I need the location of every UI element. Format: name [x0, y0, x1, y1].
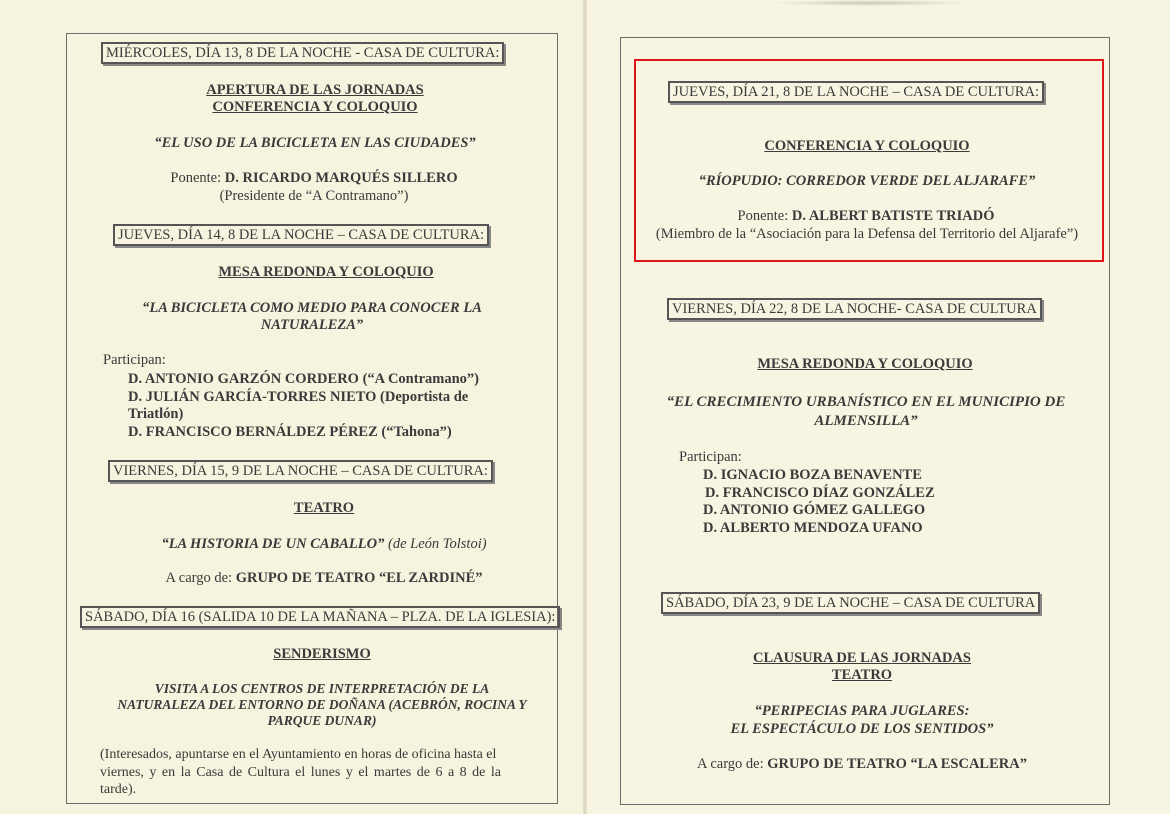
section-opening: APERTURA DE LAS JORNADAS	[206, 82, 424, 98]
speaker-role-21: (Miembro de la “Asociación para la Defensa del Territorio del Aljarafe”)	[655, 226, 1079, 242]
participant-2: D. JULIÁN GARCÍA-TORRES NIETO (Deportista de	[128, 389, 469, 405]
talk-title-urban-growth-1: “EL CRECIMIENTO URBANÍSTICO EN EL MUNICIPIO DE	[666, 394, 1066, 410]
header-thursday-14: JUEVES, DÍA 14, 8 DE LA NOCHE – CASA DE CULTURA:	[113, 224, 489, 246]
speaker-name: D. RICARDO MARQUÉS SILLERO	[224, 170, 458, 186]
section-closing: CLAUSURA DE LAS JORNADAS	[753, 650, 971, 666]
company-name: GRUPO DE TEATRO “EL ZARDINÉ”	[235, 570, 483, 586]
talk-title-bicycle-nature-2: NATURALEZA”	[260, 317, 364, 333]
participants-label: Participan:	[103, 352, 166, 368]
header-friday-22: VIERNES, DÍA 22, 8 DE LA NOCHE- CASA DE CULTURA	[667, 298, 1042, 320]
page-fold	[583, 0, 587, 814]
theatre-author: (de León Tolstoi)	[384, 536, 487, 552]
speaker-name-21: D. ALBERT BATISTE TRIADÓ	[791, 208, 995, 224]
header-thursday-21: JUEVES, DÍA 21, 8 DE LA NOCHE – CASA DE CULTURA:	[668, 81, 1044, 103]
talk-title-riopudio: “RÍOPUDIO: CORREDOR VERDE DEL ALJARAFE”	[698, 173, 1036, 189]
speaker-label: Ponente:	[170, 170, 225, 186]
theatre-title-23-1: “PERIPECIAS PARA JUGLARES:	[754, 703, 970, 719]
theatre-company-line	[165, 569, 482, 587]
section-theatre: TEATRO	[293, 500, 355, 516]
talk-title-bicycle-cities: “EL USO DE LA BICICLETA EN LAS CIUDADES”	[154, 135, 476, 151]
hiking-note-2: viernes, y en la Casa de Cultura el lunes y el martes de 6 a 8 de la	[100, 765, 501, 780]
section-round-table: MESA REDONDA Y COLOQUIO	[218, 264, 434, 280]
participant-3: D. FRANCISCO BERNÁLDEZ PÉREZ (“Tahona”)	[128, 424, 452, 440]
hiking-desc-3: PARQUE DUNAR)	[267, 713, 377, 728]
company-name-23: GRUPO DE TEATRO “LA ESCALERA”	[767, 756, 1027, 772]
participant-1: D. ANTONIO GARZÓN CORDERO (“A Contramano”)	[128, 371, 479, 387]
section-theatre-23: TEATRO	[831, 667, 893, 683]
hiking-desc-2: NATURALEZA DEL ENTORNO DE DOÑANA (ACEBRÓN, ROCINA Y	[117, 697, 527, 712]
section-conference: CONFERENCIA Y COLOQUIO	[212, 99, 418, 115]
hiking-note-3: tarde).	[100, 782, 137, 797]
hiking-desc-1: VISITA A LOS CENTROS DE INTERPRETACIÓN DE LA	[154, 681, 490, 696]
company-label-23: A cargo de:	[697, 756, 768, 772]
speaker-role: (Presidente de “A Contramano”)	[219, 188, 409, 204]
header-friday-15: VIERNES, DÍA 15, 9 DE LA NOCHE – CASA DE CULTURA:	[108, 460, 493, 482]
participant-22-3: D. ANTONIO GÓMEZ GALLEGO	[703, 502, 926, 518]
theatre-title: “LA HISTORIA DE UN CABALLO”	[161, 536, 385, 552]
theatre-title-line	[161, 535, 486, 553]
speaker-line-21	[738, 207, 995, 225]
header-wednesday-13: MIÉRCOLES, DÍA 13, 8 DE LA NOCHE - CASA DE CULTURA:	[101, 42, 504, 64]
speaker-label-21: Ponente:	[737, 208, 792, 224]
participant-22-4: D. ALBERTO MENDOZA UFANO	[703, 520, 923, 536]
header-saturday-16: SÁBADO, DÍA 16 (SALIDA 10 DE LA MAÑANA – PLZA. DE LA IGLESIA):	[80, 606, 560, 628]
participant-2-cont: Triatlón)	[128, 406, 184, 422]
scan-shadow	[770, 0, 970, 6]
participant-22-2: D. FRANCISCO DÍAZ GONZÁLEZ	[705, 485, 935, 501]
participant-22-1: D. IGNACIO BOZA BENAVENTE	[703, 467, 922, 483]
company-label: A cargo de:	[165, 570, 236, 586]
section-hiking: SENDERISMO	[273, 646, 371, 662]
talk-title-bicycle-nature-1: “LA BICICLETA COMO MEDIO PARA CONOCER LA	[142, 300, 482, 316]
talk-title-urban-growth-2: ALMENSILLA”	[814, 413, 918, 429]
hiking-note-1: (Interesados, apuntarse en el Ayuntamiento en horas de oficina hasta el	[100, 747, 497, 762]
section-conference-21: CONFERENCIA Y COLOQUIO	[764, 138, 970, 154]
theatre-title-23-2: EL ESPECTÁCULO DE LOS SENTIDOS”	[730, 721, 994, 737]
speaker-line	[170, 169, 457, 187]
participants-label-22: Participan:	[679, 449, 742, 465]
header-saturday-23: SÁBADO, DÍA 23, 9 DE LA NOCHE – CASA DE CULTURA	[661, 592, 1040, 614]
section-round-table-22: MESA REDONDA Y COLOQUIO	[757, 356, 973, 372]
theatre-company-line-23	[697, 755, 1027, 773]
